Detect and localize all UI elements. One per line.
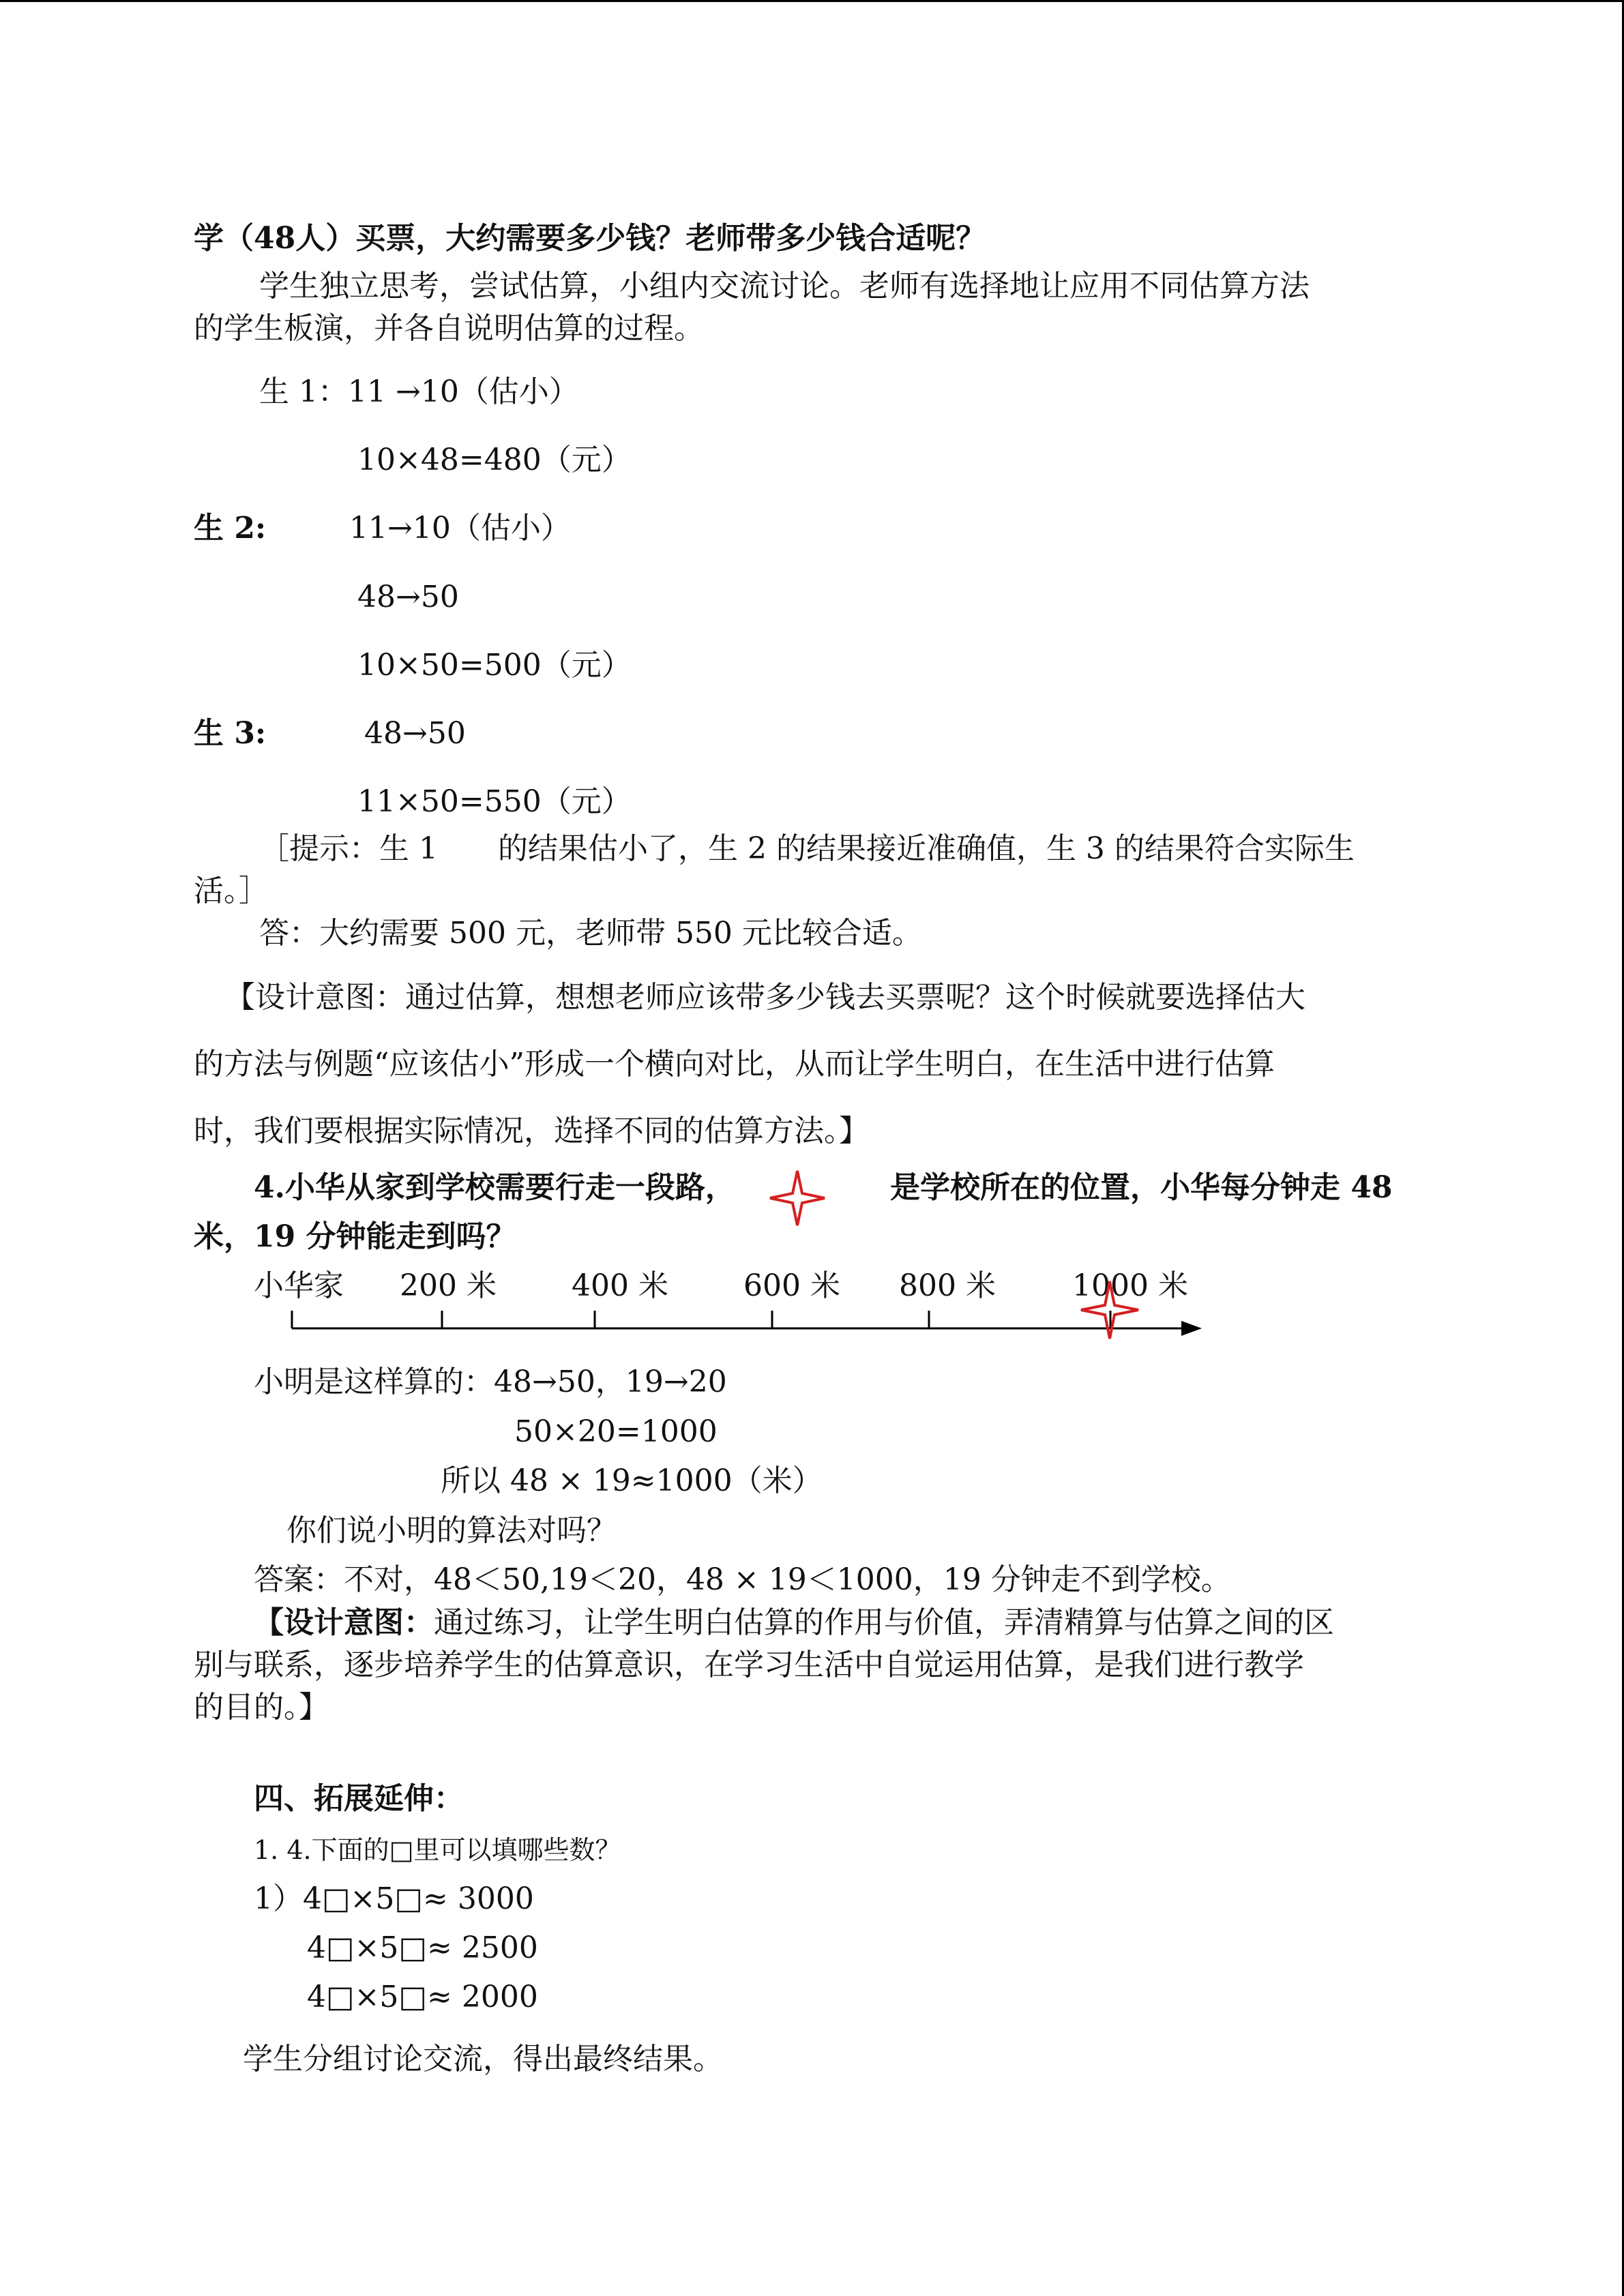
question-4-line-2: 米，19 分钟能走到吗？ xyxy=(194,1219,516,1254)
intro-line-1: 学生独立思考，尝试估算，小组内交流讨论。老师有选择地让应用不同估算方法 xyxy=(259,269,1310,303)
school-star-icon xyxy=(1079,1279,1140,1341)
student1-step1: 生 1：11 →10（估小） xyxy=(259,374,579,409)
design-intent-2-line-2: 别与联系，逐步培养学生的估算意识，在学习生活中自觉运用估算，是我们进行教学 xyxy=(194,1648,1304,1682)
number-line-label-800: 800 米 xyxy=(899,1268,996,1303)
answer-1: 答：大约需要 500 元，老师带 550 元比较合适。 xyxy=(259,916,922,951)
question-ask: 你们说小明的算法对吗？ xyxy=(286,1513,617,1548)
design-intent-1-line-2: 的方法与例题“应该估小”形成一个横向对比，从而让学生明白，在生活中进行估算 xyxy=(194,1047,1275,1082)
student3-label: 生 3: xyxy=(194,716,267,751)
hint-line-1: ［提示：生 1 的结果估小了，生 2 的结果接近准确值，生 3 的结果符合实际生 xyxy=(259,831,1355,866)
student2-step3: 10×50=500（元） xyxy=(357,648,632,683)
design-intent-2-text: 通过练习，让学生明白估算的作用与价值，弄清精算与估算之间的区 xyxy=(434,1605,1334,1640)
hint-line-2: 活。］ xyxy=(194,874,269,908)
design-intent-1-line-3: 时，我们要根据实际情况，选择不同的估算方法。】 xyxy=(194,1114,869,1148)
student1-step2: 10×48=480（元） xyxy=(357,443,632,477)
question-tail: 学（48人）买票，大约需要多少钱？老师带多少钱合适呢？ xyxy=(194,221,986,256)
design-intent-2-line-3: 的目的。】 xyxy=(194,1690,329,1725)
extension-question: 1. 4.下面的□里可以填哪些数？ xyxy=(254,1835,621,1865)
student3-step1: 48→50 xyxy=(364,716,466,751)
extension-item-2: 4□×5□≈ 2500 xyxy=(307,1930,538,1965)
number-line-label-400: 400 米 xyxy=(572,1268,668,1303)
design-intent-2-line-1 xyxy=(254,1602,1334,1643)
xiaoming-line-3: 所以 48 × 19≈1000（米） xyxy=(441,1463,823,1498)
number-line-label-home: 小华家 xyxy=(254,1268,344,1303)
star-marker-icon xyxy=(768,1169,827,1227)
section-4-heading: 四、拓展延伸： xyxy=(254,1781,464,1816)
design-intent-2-heading: 【设计意图： xyxy=(254,1605,434,1640)
intro-line-2: 的学生板演，并各自说明估算的过程。 xyxy=(194,311,704,346)
number-line-label-1000: 1000 米 xyxy=(1072,1268,1188,1303)
number-line-label-600: 600 米 xyxy=(743,1268,840,1303)
xiaoming-line-1: 小明是这样算的：48→50，19→20 xyxy=(254,1365,727,1399)
student2-step2: 48→50 xyxy=(357,580,459,614)
question-4-line-1b: 是学校所在的位置，小华每分钟走 48 xyxy=(890,1170,1393,1205)
xiaoming-line-2: 50×20=1000 xyxy=(514,1414,718,1449)
design-intent-1-line-1: 【设计意图：通过估算，想想老师应该带多少钱去买票呢？这个时候就要选择估大 xyxy=(225,980,1305,1015)
student2-step1: 11→10（估小） xyxy=(349,511,571,546)
extension-item-1: 1）4□×5□≈ 3000 xyxy=(254,1881,534,1916)
answer-2: 答案：不对，48＜50,19＜20，48 × 19＜1000，19 分钟走不到学校。 xyxy=(254,1562,1231,1597)
extension-item-3: 4□×5□≈ 2000 xyxy=(307,1980,538,2014)
number-line-label-200: 200 米 xyxy=(400,1268,497,1303)
question-4-line-1a: 4.小华从家到学校需要行走一段路， xyxy=(254,1170,735,1205)
student3-step2: 11×50=550（元） xyxy=(357,784,632,819)
student2-label: 生 2: xyxy=(194,511,267,546)
closing-line: 学生分组讨论交流，得出最终结果。 xyxy=(243,2042,723,2076)
